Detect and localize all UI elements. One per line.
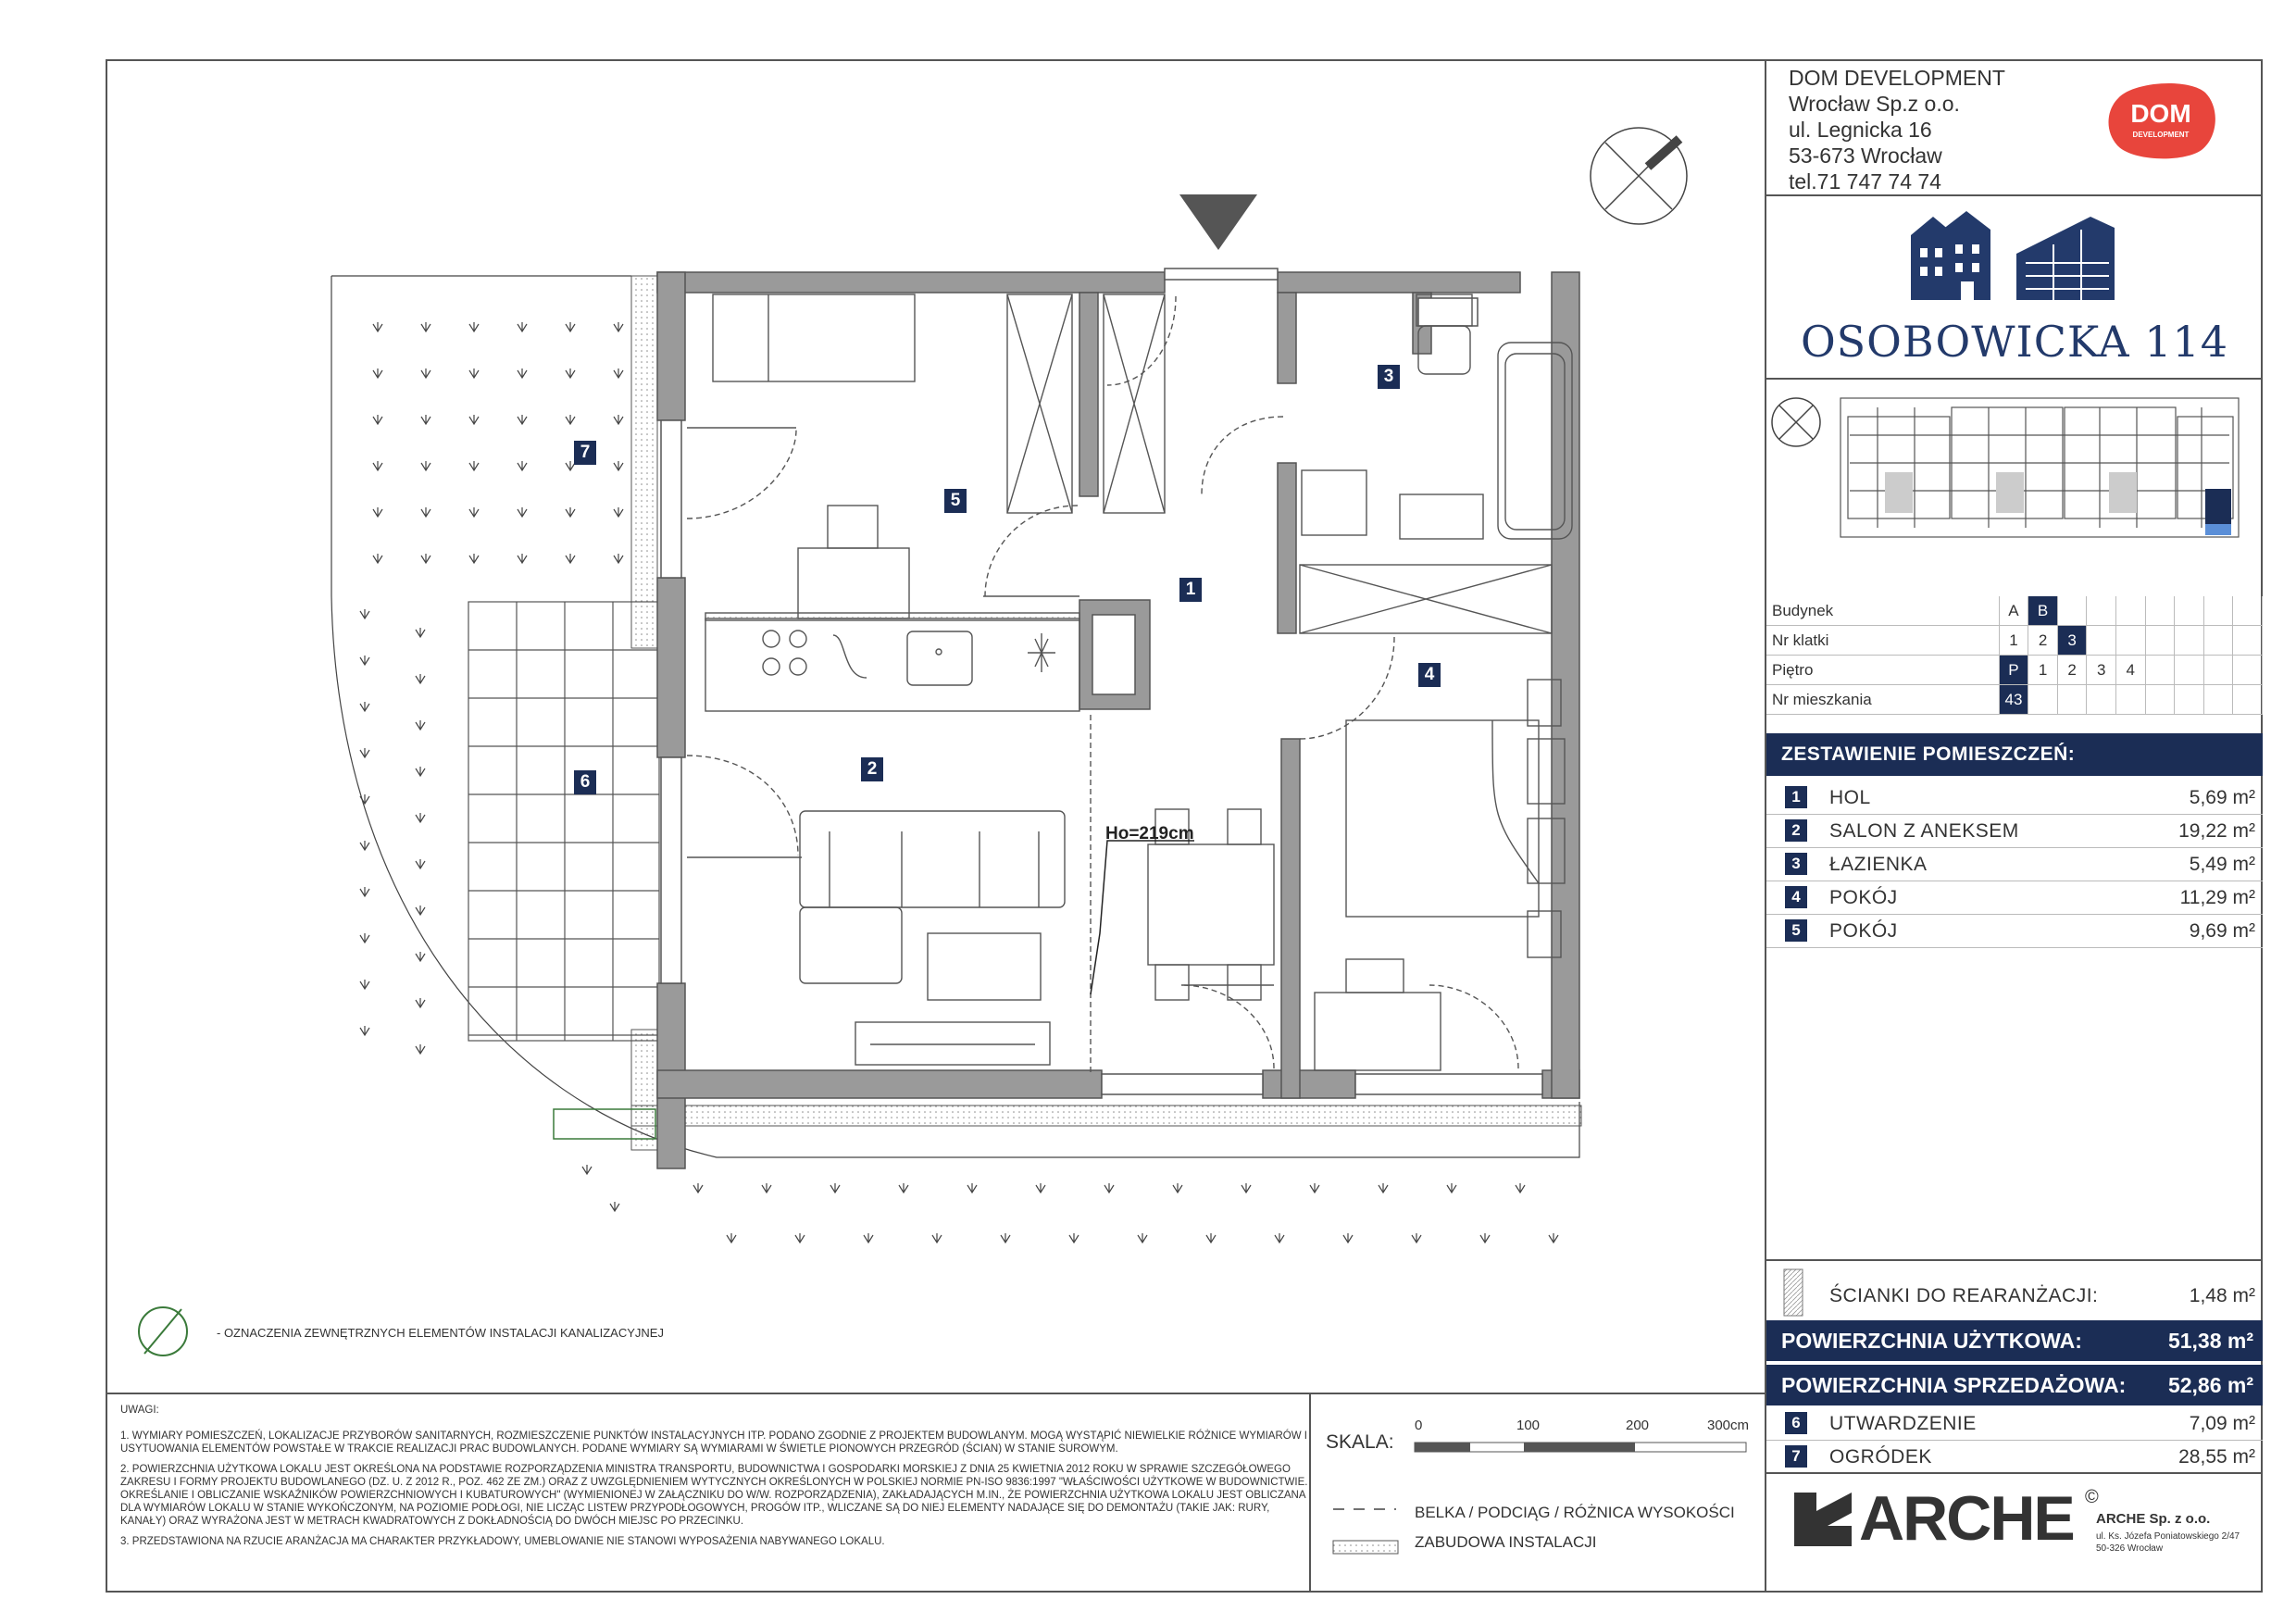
room-number: 2 [1785, 819, 1807, 842]
entrance-arrow-icon [1179, 194, 1257, 250]
extra-name: OGRÓDEK [1829, 1446, 1932, 1468]
selector-cell-empty [2145, 685, 2175, 715]
selector-cell-empty [2145, 626, 2175, 656]
selector-cell-empty [2233, 656, 2263, 685]
compass-icon [1591, 128, 1687, 224]
terrace-tiles [468, 602, 659, 1041]
scale-bar [1413, 1407, 1755, 1463]
selector-cell-empty [2116, 626, 2146, 656]
sale-area-row [1766, 1365, 2263, 1405]
selector-row [1766, 656, 2263, 685]
sewer-legend-text: - OZNACZENIA ZEWNĘTRZNYCH ELEMENTÓW INSTALACJI KANALIZACYJNEJ [217, 1326, 664, 1340]
selector-cell: 1 [1999, 626, 2028, 656]
extra-area: 7,09 m² [2189, 1413, 2255, 1434]
room-area: 9,69 m² [2189, 920, 2255, 942]
extra-area-row [1766, 1407, 2263, 1441]
selector-cell: 3 [2087, 656, 2116, 685]
room-label-2: 2 [861, 757, 883, 781]
selector-cell-empty [2203, 596, 2233, 626]
extra-area-row [1766, 1441, 2263, 1474]
svg-text:DEVELOPMENT: DEVELOPMENT [2132, 131, 2190, 139]
walls-area: 1,48 m² [2189, 1285, 2255, 1306]
selector-cell-empty [2145, 596, 2175, 626]
note-3: 3. PRZEDSTAWIONA NA RZUCIE ARANŻACJA MA CHARAKTER PRZYKŁADOWY, UMEBLOWANIE NIE STANOWI WYPOSAŻENIA NABYWANEGO LOKALU. [120, 1536, 885, 1547]
company-city: 53-673 Wrocław [1789, 144, 1942, 168]
selector-cell-empty [2087, 596, 2116, 626]
extra-number: 6 [1785, 1412, 1807, 1434]
note-1: 1. WYMIARY POMIESZCZEŃ, LOKALIZACJE PRZYBORÓW SANITARNYCH, ROZMIESZCZENIE PUNKTÓW INSTALACYJNYCH ITP. PODANO ZGODNIE Z PROJEKTEM BUDOWLANYM. MOGĄ WYSTĄPIĆ NIEWIELKIE RÓŻNICE WYMIARÓW I USYTUOWANIA ELEMENTÓW POWSTAŁE W TRAKCIE REALIZACJI PRAC BUDOWLANYCH. PODANE WYMIARY SĄ WYMIARAMI W ŚWIETLE PIONOWYCH PRZEGRÓD (ŚCIAN) W STANIE SUROWYM. [120, 1430, 1307, 1455]
room-label-3: 3 [1378, 365, 1400, 389]
selector-cell-empty [2203, 656, 2233, 685]
selector-cell-empty [2175, 626, 2204, 656]
rooms-heading: ZESTAWIENIE POMIESZCZEŃ: [1766, 733, 2263, 776]
legend-symbols [1331, 1504, 1405, 1568]
selector-cell: 4 [2116, 656, 2146, 685]
room-name: POKÓJ [1829, 887, 1898, 908]
room-name: ŁAZIENKA [1829, 854, 1928, 875]
svg-text:DOM: DOM [2130, 99, 2191, 128]
selector-cell-empty [2203, 685, 2233, 715]
selector-row-label: Nr mieszkania [1766, 685, 1999, 715]
selector-row [1766, 685, 2263, 715]
garden-area [331, 276, 1579, 1157]
legend-installation: ZABUDOWA INSTALACJI [1415, 1533, 1597, 1551]
selector-cell-empty [2175, 656, 2204, 685]
selector-cell-empty [2087, 685, 2116, 715]
selector-row [1766, 596, 2263, 626]
room-number: 1 [1785, 786, 1807, 808]
company-phone: tel.71 747 74 74 [1789, 169, 1941, 194]
selector-cell: B [2028, 596, 2058, 626]
selector-row [1766, 626, 2263, 656]
room-label-1: 1 [1179, 578, 1202, 602]
dom-development-logo [2105, 80, 2220, 159]
selector-cell: 1 [2028, 656, 2058, 685]
selector-cell-empty [2057, 685, 2087, 715]
scale-legend-box [1309, 1393, 1765, 1593]
usable-area-label: POWIERZCHNIA UŻYTKOWA: [1781, 1329, 2082, 1353]
floor-plan [106, 59, 1765, 1393]
room-number: 4 [1785, 886, 1807, 908]
project-name: OSOBOWICKA 114 [1800, 317, 2229, 367]
arche-copyright: © [2085, 1487, 2099, 1507]
floor-plan-drawing [106, 59, 1765, 1393]
selector-cell-empty [2233, 626, 2263, 656]
selector-cell: 2 [2057, 656, 2087, 685]
ceiling-height-note: Ho=219cm [1105, 824, 1194, 843]
room-row [1766, 881, 2263, 915]
room-row [1766, 815, 2263, 848]
selector-cell: P [1999, 656, 2028, 685]
sale-area-value: 52,86 m² [2167, 1373, 2253, 1397]
selector-row-label: Piętro [1766, 656, 1999, 685]
selector-row-label: Budynek [1766, 596, 1999, 626]
sale-area-label: POWIERZCHNIA SPRZEDAŻOWA: [1781, 1373, 2127, 1397]
extra-name: UTWARDZENIE [1829, 1413, 1977, 1434]
arche-street: ul. Ks. Józefa Poniatowskiego 2/47 [2096, 1531, 2240, 1542]
scale-tick-200: 200 [1626, 1418, 1650, 1433]
room-row [1766, 848, 2263, 881]
room-label-6: 6 [574, 770, 596, 794]
extra-area: 28,55 m² [2178, 1446, 2255, 1468]
company-name: DOM DEVELOPMENT [1789, 66, 2005, 90]
scale-tick-0: 0 [1415, 1418, 1423, 1433]
garden-arrows [360, 322, 1558, 1243]
room-row [1766, 915, 2263, 948]
selector-cell-empty [2087, 626, 2116, 656]
arche-logo-mark-icon [1791, 1489, 1855, 1550]
sewer-symbol-icon [139, 1307, 187, 1355]
legend-beam: BELKA / PODCIĄG / RÓŻNICA WYSOKOŚCI [1415, 1504, 1735, 1521]
selector-cell-empty [2145, 656, 2175, 685]
room-area: 5,49 m² [2189, 854, 2255, 875]
room-area: 19,22 m² [2178, 820, 2255, 842]
apartment-selector [1766, 596, 2263, 715]
selector-cell-empty [2057, 596, 2087, 626]
room-name: SALON Z ANEKSEM [1829, 820, 2019, 842]
selector-cell: 3 [2057, 626, 2087, 656]
room-number: 5 [1785, 919, 1807, 942]
selector-cell-empty [2116, 685, 2146, 715]
rearrangeable-walls-icon [1783, 1268, 1803, 1317]
extra-number: 7 [1785, 1445, 1807, 1468]
selector-cell-empty [2028, 685, 2058, 715]
room-name: POKÓJ [1829, 920, 1898, 942]
selector-cell: A [1999, 596, 2028, 626]
info-panel [1765, 59, 2263, 1593]
room-area: 5,69 m² [2189, 787, 2255, 808]
selector-cell-empty [2116, 596, 2146, 626]
room-label-4: 4 [1418, 663, 1441, 687]
building-key-plan [1766, 380, 2263, 594]
arche-logo-text: ARCHE [1859, 1483, 2074, 1554]
scale-label: SKALA: [1326, 1431, 1394, 1453]
room-number: 3 [1785, 853, 1807, 875]
notes-title: UWAGI: [120, 1405, 159, 1416]
selector-cell-empty [2233, 685, 2263, 715]
arche-city: 50-326 Wrocław [2096, 1543, 2164, 1554]
scale-tick-300: 300cm [1707, 1418, 1750, 1433]
arche-name: ARCHE Sp. z o.o. [2096, 1511, 2211, 1527]
project-buildings-icon [1905, 207, 2128, 309]
room-label-5: 5 [944, 489, 967, 513]
selector-cell: 43 [1999, 685, 2028, 715]
selector-cell-empty [2203, 626, 2233, 656]
room-label-7: 7 [574, 441, 596, 465]
note-2: 2. POWIERZCHNIA UŻYTKOWA LOKALU JEST OKREŚLONA NA PODSTAWIE ROZPORZĄDZENIA MINISTRA TRANSPORTU, BUDOWNICTWA I GOSPODARKI MORSKIEJ Z DNIA 25 KWIETNIA 2012 ROKU W SPRAWIE SZCZEGÓŁOWEGO ZAKRESU I FORMY PROJEKTU BUDOWLANEGO (DZ. U. Z 2012 R., POZ. 462 ZE ZM.) ORAZ Z UWZGLĘDNIENIEM WYTYCZNYCH OKREŚLONYCH W POLSKIEJ NORMIE PN-ISO 9836:1997 "WŁAŚCIWOŚCI UŻYTKOWE W BUDOWNICTWIE. OKREŚLANIE I OBLICZANIE WSKAŹNIKÓW POWIERZCHNIOWYCH I KUBATUROWYCH" (WYMIENIONEJ W ZAŁĄCZNIKU DO W/W. ROZPORZĄDZENIA), ZAKŁADAJĄCYCH M.IN., ŻE POWIERZCHNIA UŻYTKOWA LOKALU JEST OBLICZANA DLA WYMIARÓW LOKALU W STANIE WYKOŃCZONYM, NA POZIOMIE PODŁOGI, NIE LICZĄC LISTEW PRZYPODŁOGOWYCH, PROGÓW ITP., WLICZANE SĄ DO NIEJ ELEMENTY NADAJĄCE SIĘ DO DEMONTAŻU (TAKIE JAK: RURY, KANAŁY) ORAZ WYRAŻONA JEST W METRACH KWADRATOWYCH Z DOKŁADNOŚCIĄ DO DWÓCH MIEJSC PO PRZECINKU. [120, 1464, 1308, 1527]
selector-row-label: Nr klatki [1766, 626, 1999, 656]
room-name: HOL [1829, 787, 1871, 808]
company-address [1789, 65, 2005, 194]
selector-cell-empty [2175, 596, 2204, 626]
company-street: ul. Legnicka 16 [1789, 118, 1932, 142]
arche-logo [1791, 1485, 2105, 1555]
selector-cell: 2 [2028, 626, 2058, 656]
selector-cell-empty [2175, 685, 2204, 715]
selector-cell-empty [2233, 596, 2263, 626]
scale-tick-100: 100 [1516, 1418, 1541, 1433]
usable-area-row [1766, 1320, 2263, 1361]
company-line2: Wrocław Sp.z o.o. [1789, 92, 1960, 116]
walls-label: ŚCIANKI DO REARANŻACJI: [1829, 1285, 2099, 1306]
room-area: 11,29 m² [2179, 887, 2255, 908]
usable-area-value: 51,38 m² [2167, 1329, 2253, 1353]
room-row [1766, 781, 2263, 815]
notes-section [106, 1393, 1309, 1594]
